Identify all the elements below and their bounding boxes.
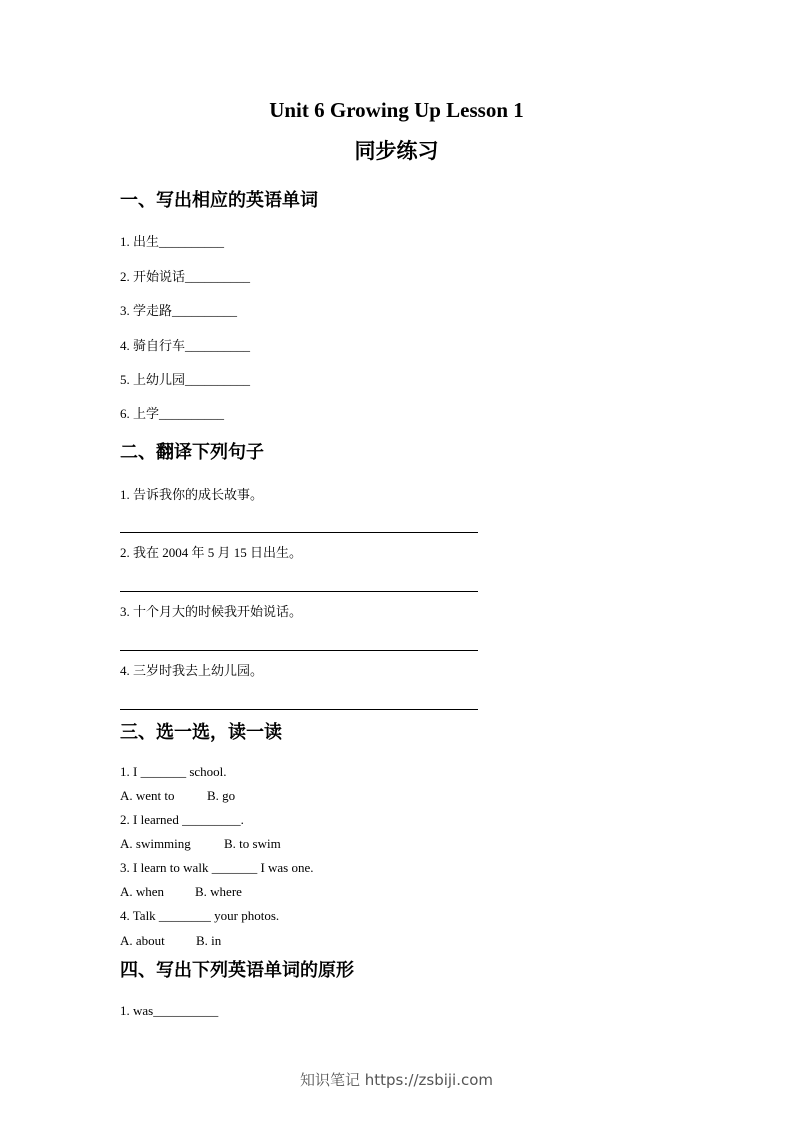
- answer-line-1: [120, 532, 478, 533]
- choice-option-3a: A. when: [120, 884, 165, 899]
- translate-item-1: 1. 告诉我你的成长故事。: [120, 487, 264, 502]
- vocab-item-5: 5. 上幼儿园__________: [120, 372, 251, 387]
- choice-question-4: 4. Talk ________ your photos.: [120, 908, 280, 923]
- choice-option-2b: B. to swim: [224, 836, 281, 851]
- base-form-item-1: 1. was__________: [120, 1003, 219, 1018]
- choice-option-1b: B. go: [207, 788, 236, 803]
- answer-line-4: [120, 709, 478, 710]
- footer-watermark: 知识笔记 https://zsbiji.com: [299, 1071, 494, 1089]
- vocab-item-2: 2. 开始说话__________: [120, 269, 251, 284]
- choice-option-4a: A. about: [120, 933, 165, 948]
- section1-heading: 一、写出相应的英语单词: [120, 190, 318, 211]
- answer-line-3: [120, 650, 478, 651]
- section4-heading: 四、写出下列英语单词的原形: [120, 960, 354, 981]
- choice-question-2: 2. I learned _________.: [120, 812, 244, 827]
- choice-option-4b: B. in: [196, 933, 222, 948]
- choice-question-3: 3. I learn to walk _______ I was one.: [120, 860, 314, 875]
- answer-line-2: [120, 591, 478, 592]
- choice-option-2a: A. swimming: [120, 836, 191, 851]
- translate-item-3: 3. 十个月大的时候我开始说话。: [120, 604, 303, 619]
- vocab-item-1: 1. 出生__________: [120, 234, 225, 249]
- translate-item-4: 4. 三岁时我去上幼儿园。: [120, 663, 264, 678]
- section2-heading: 二、翻译下列句子: [120, 442, 264, 463]
- choice-option-3b: B. where: [195, 884, 242, 899]
- vocab-item-3: 3. 学走路__________: [120, 303, 238, 318]
- vocab-item-6: 6. 上学__________: [120, 406, 225, 421]
- page-title: Unit 6 Growing Up Lesson 1: [269, 98, 524, 122]
- choice-option-1a: A. went to: [120, 788, 175, 803]
- section3-heading: 三、选一选，读一读: [120, 722, 282, 743]
- choice-question-1: 1. I _______ school.: [120, 764, 227, 779]
- translate-item-2: 2. 我在 2004 年 5 月 15 日出生。: [120, 545, 303, 560]
- page-subtitle: 同步练习: [354, 139, 439, 163]
- vocab-item-4: 4. 骑自行车__________: [120, 338, 251, 353]
